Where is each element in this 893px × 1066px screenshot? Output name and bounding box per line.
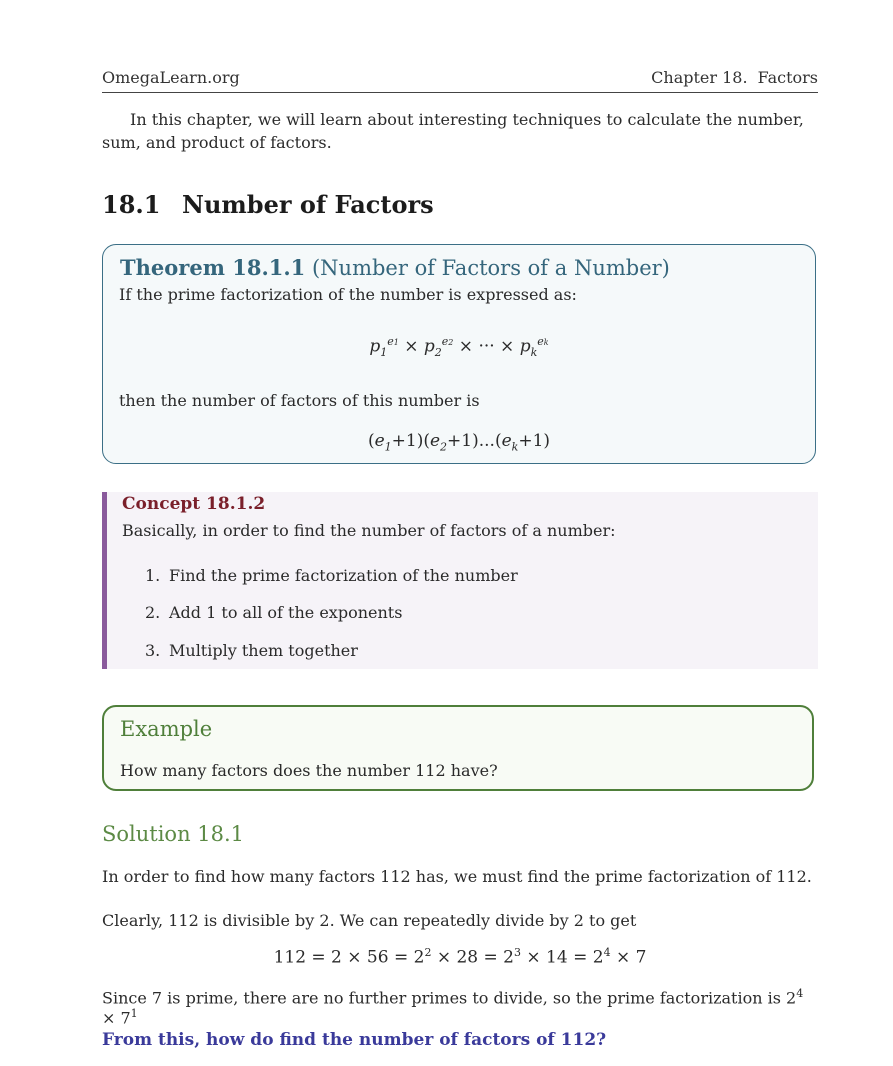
intro-paragraph: In this chapter, we will learn about interesting techniques to calculate the number, sum, and product of factors. [102, 110, 804, 152]
step-text: Multiply them together [169, 641, 358, 660]
step-text: Find the prime factorization of the number [169, 566, 518, 585]
solution-title: Solution 18.1 [102, 822, 245, 846]
chapter-title: Factors [757, 68, 818, 87]
theorem-name: (Number of Factors of a Number) [311, 256, 670, 280]
theorem-box [102, 244, 816, 464]
example-question: How many factors does the number 112 have? [120, 761, 498, 780]
prime-factorization-formula: $p_1^{e1} \times p_2^{e2}$ × ··· × $p_k^{ek}$ [369, 335, 549, 360]
step-number: 1. [145, 566, 161, 585]
concept-step [145, 641, 358, 660]
step-number: 2. [145, 603, 161, 622]
theorem-label: Theorem 18.1.1 [120, 255, 306, 280]
factor-count-formula: $(e_1+1)(e_2+1)...(e_k+1)$ [367, 431, 551, 454]
page-header [102, 68, 818, 93]
theorem-title [120, 255, 670, 280]
division-equation: $112 = 2 \times 56 = 2^2 \times 28 = 2^3 \times 14 = 2^4 \times 7$ [273, 946, 647, 968]
step-number: 3. [145, 641, 161, 660]
concept-step [145, 603, 402, 622]
concept-title: Concept 18.1.2 [122, 494, 266, 514]
concept-box [102, 492, 818, 669]
follow-up-question: From this, how do find the number of factors of 112? [102, 1030, 607, 1050]
solution-paragraph-1: In order to find how many factors 112 has, we must find the prime factorization of 112. [102, 867, 812, 886]
chapter-label [651, 68, 818, 87]
section-number: 18.1 [102, 190, 161, 219]
example-box [102, 705, 814, 791]
solution-paragraph-3: Since 7 is prime, there are no further primes to divide, so the prime factorization is $2^4 \times 7^1$ [102, 987, 804, 1028]
step-text: Add 1 to all of the exponents [169, 603, 403, 622]
site-name: OmegaLearn.org [102, 68, 240, 87]
concept-description: Basically, in order to find the number of factors of a number: [122, 521, 616, 540]
solution-paragraph-2: Clearly, 112 is divisible by 2. We can repeatedly divide by 2 to get [102, 911, 637, 930]
concept-step [145, 566, 518, 585]
chapter-number: Chapter 18. [651, 68, 748, 87]
example-title: Example [120, 717, 213, 741]
solution-paragraph-3-text: Since 7 is prime, there are no further primes to divide, so the prime factorization is [102, 988, 781, 1008]
theorem-statement: If the prime factorization of the number is expressed as: [119, 285, 577, 304]
section-heading [102, 190, 434, 219]
document-page [102, 0, 818, 1066]
theorem-conclusion: then the number of factors of this number is [119, 391, 480, 410]
section-title: Number of Factors [182, 190, 434, 219]
